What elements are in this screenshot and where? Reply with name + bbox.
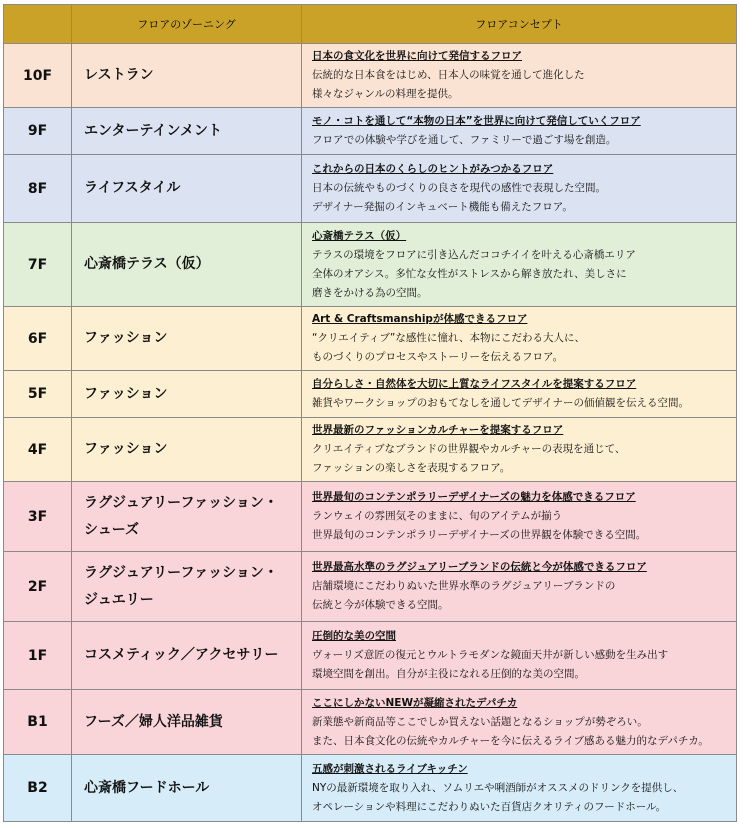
zone-cell xyxy=(72,155,302,223)
zone-name: ファッション xyxy=(84,330,168,346)
table-row xyxy=(4,307,737,371)
zone-name: 心斎橋テラス（仮） xyxy=(84,256,210,272)
concept-description: 様々なジャンルの料理を提供。 xyxy=(312,88,459,100)
concept-cell xyxy=(302,44,737,108)
concept-description: 環境空間を創出。自分が主役になれる圧倒的な美の空間。 xyxy=(312,668,585,680)
concept-description: 日本の伝統やものづくりの良さを現代の感性で表現した空間。 xyxy=(312,182,606,194)
concept-description: 店舗環境にこだわりぬいた世界水準のラグジュアリーブランドの xyxy=(312,580,616,592)
table-row xyxy=(4,482,737,552)
zone-cell xyxy=(72,223,302,307)
concept-description: 雑貨やワークショップのおもてなしを通してデザイナーの価値観を伝える空間。 xyxy=(312,397,690,409)
concept-description: 新業態や新商品等ここでしか買えない話題となるショップが勢ぞろい。 xyxy=(312,715,648,728)
zone-cell xyxy=(72,552,302,622)
concept-title: Art & Craftsmanshipが体感できるフロア xyxy=(312,313,528,325)
concept-title: 世界最高水準のラグジュアリーブランドの伝統と今が体感できるフロア xyxy=(312,561,647,573)
concept-description: また、日本食文化の伝統やカルチャーを今に伝えるライブ感ある魅力的なデパチカ。 xyxy=(312,734,709,747)
zone-name: エンターテインメント xyxy=(84,122,223,139)
zone-name: フーズ／婦人洋品雑貨 xyxy=(84,713,223,730)
floor-label: 8F xyxy=(4,155,72,223)
zone-cell xyxy=(72,755,302,822)
concept-title: モノ・コトを通して“本物の日本”を世界に向けて発信していくフロア xyxy=(312,115,641,127)
zone-cell xyxy=(72,108,302,155)
table-row xyxy=(4,690,737,755)
concept-cell xyxy=(302,622,737,690)
concept-title: ここにしかないNEWが凝縮されたデパチカ xyxy=(312,696,518,709)
concept-cell xyxy=(302,371,737,418)
floor-rows xyxy=(4,44,737,822)
concept-description: ものづくりのプロセスやストーリーを伝えるフロア。 xyxy=(312,351,564,363)
concept-description: ヴォーリズ意匠の復元とウルトラモダンな鏡面天井が新しい感動を生み出す xyxy=(312,649,669,661)
concept-cell xyxy=(302,418,737,482)
concept-cell xyxy=(302,690,737,755)
floor-label: 5F xyxy=(4,371,72,418)
table-row xyxy=(4,418,737,482)
table-row xyxy=(4,755,737,822)
zone-name: ジュエリー xyxy=(84,591,154,608)
concept-title: 自分らしさ・自然体を大切に上質なライフスタイルを提案するフロア xyxy=(312,378,637,390)
zone-cell xyxy=(72,44,302,108)
zone-cell xyxy=(72,418,302,482)
floor-label: B1 xyxy=(4,690,72,755)
zone-name: シューズ xyxy=(84,521,140,538)
concept-description: フロアでの体験や学びを通して、ファミリーで過ごす場を創造。 xyxy=(312,134,617,146)
concept-description: オペレーションや料理にこだわりぬいた百貨店クオリティのフードホール。 xyxy=(312,800,667,813)
concept-cell xyxy=(302,482,737,552)
floor-label: 6F xyxy=(4,307,72,371)
table-row xyxy=(4,371,737,418)
zone-name: コスメティック／アクセサリー xyxy=(84,647,279,663)
header-floor-cell xyxy=(4,5,72,44)
concept-cell xyxy=(302,155,737,223)
zone-name: ラグジュアリーファッション・ xyxy=(84,494,278,511)
table-row xyxy=(4,223,737,307)
header-zoning: フロアのゾーニング xyxy=(72,5,302,44)
floor-label: 7F xyxy=(4,223,72,307)
concept-cell xyxy=(302,223,737,307)
concept-description: 伝統と今が体験できる空間。 xyxy=(312,599,449,611)
floor-label: B2 xyxy=(4,755,72,822)
table-header-row xyxy=(4,5,737,44)
floor-label: 3F xyxy=(4,482,72,552)
zone-cell xyxy=(72,482,302,552)
table-row xyxy=(4,622,737,690)
floor-label: 2F xyxy=(4,552,72,622)
concept-cell xyxy=(302,108,737,155)
concept-description: “クリエイティブ”な感性に憧れ、本物にこだわる大人に、 xyxy=(312,332,585,344)
zone-cell xyxy=(72,371,302,418)
table-row xyxy=(4,155,737,223)
concept-cell xyxy=(302,552,737,622)
table-row xyxy=(4,108,737,155)
zone-name: ファッション xyxy=(84,385,168,402)
concept-description: テラスの環境をフロアに引き込んだココチイイを叶える心斎橋エリア xyxy=(312,248,636,261)
concept-title: 心斎橋テラス（仮） xyxy=(312,229,407,242)
floor-label: 1F xyxy=(4,622,72,690)
zone-name: ライフスタイル xyxy=(84,180,181,196)
zone-cell xyxy=(72,690,302,755)
floor-label: 4F xyxy=(4,418,72,482)
floor-guide-table xyxy=(3,4,737,822)
table-row xyxy=(4,44,737,108)
concept-title: これからの日本のくらしのヒントがみつかるフロア xyxy=(312,163,554,175)
concept-description: クリエイティブなブランドの世界観やカルチャーの表現を通じて、 xyxy=(312,443,626,455)
concept-description: 磨きをかける為の空間。 xyxy=(312,286,428,299)
zone-cell xyxy=(72,307,302,371)
concept-title: 世界最旬のコンテンポラリーデザイナーズの魅力を体感できるフロア xyxy=(312,491,636,503)
concept-title: 五感が刺激されるライブキッチン xyxy=(312,762,468,775)
concept-description: 全体のオアシス。多忙な女性がストレスから解き放たれ、美しさに xyxy=(312,267,627,280)
header-concept: フロアコンセプト xyxy=(302,5,737,44)
concept-description: ランウェイの雰囲気そのままに、旬のアイテムが揃う xyxy=(312,510,563,522)
zone-name: ラグジュアリーファッション・ xyxy=(84,564,278,581)
concept-cell xyxy=(302,307,737,371)
concept-description: 伝統的な日本食をはじめ、日本人の味覚を通して進化した xyxy=(312,69,585,81)
concept-description: 世界最旬のコンテンポラリーデザイナーズの世界観を体験できる空間。 xyxy=(312,529,647,541)
floor-label: 9F xyxy=(4,108,72,155)
concept-cell xyxy=(302,755,737,822)
table-row xyxy=(4,552,737,622)
concept-description: デザイナー発掘のインキュベート機能も備えたフロア。 xyxy=(312,201,573,213)
concept-description: ファッションの楽しさを表現するフロア。 xyxy=(312,462,511,474)
zone-name: レストラン xyxy=(84,67,154,83)
concept-title: 世界最新のファッションカルチャーを提案するフロア xyxy=(312,424,564,436)
concept-title: 圧倒的な美の空間 xyxy=(312,630,396,642)
concept-title: 日本の食文化を世界に向けて発信するフロア xyxy=(312,50,522,62)
floor-label: 10F xyxy=(4,44,72,108)
zone-name: ファッション xyxy=(84,441,168,457)
concept-description: NYの最新環境を取り入れ、ソムリエや唎酒師がオススメのドリンクを提供し、 xyxy=(312,781,684,794)
zone-cell xyxy=(72,622,302,690)
zone-name: 心斎橋フードホール xyxy=(84,779,210,796)
